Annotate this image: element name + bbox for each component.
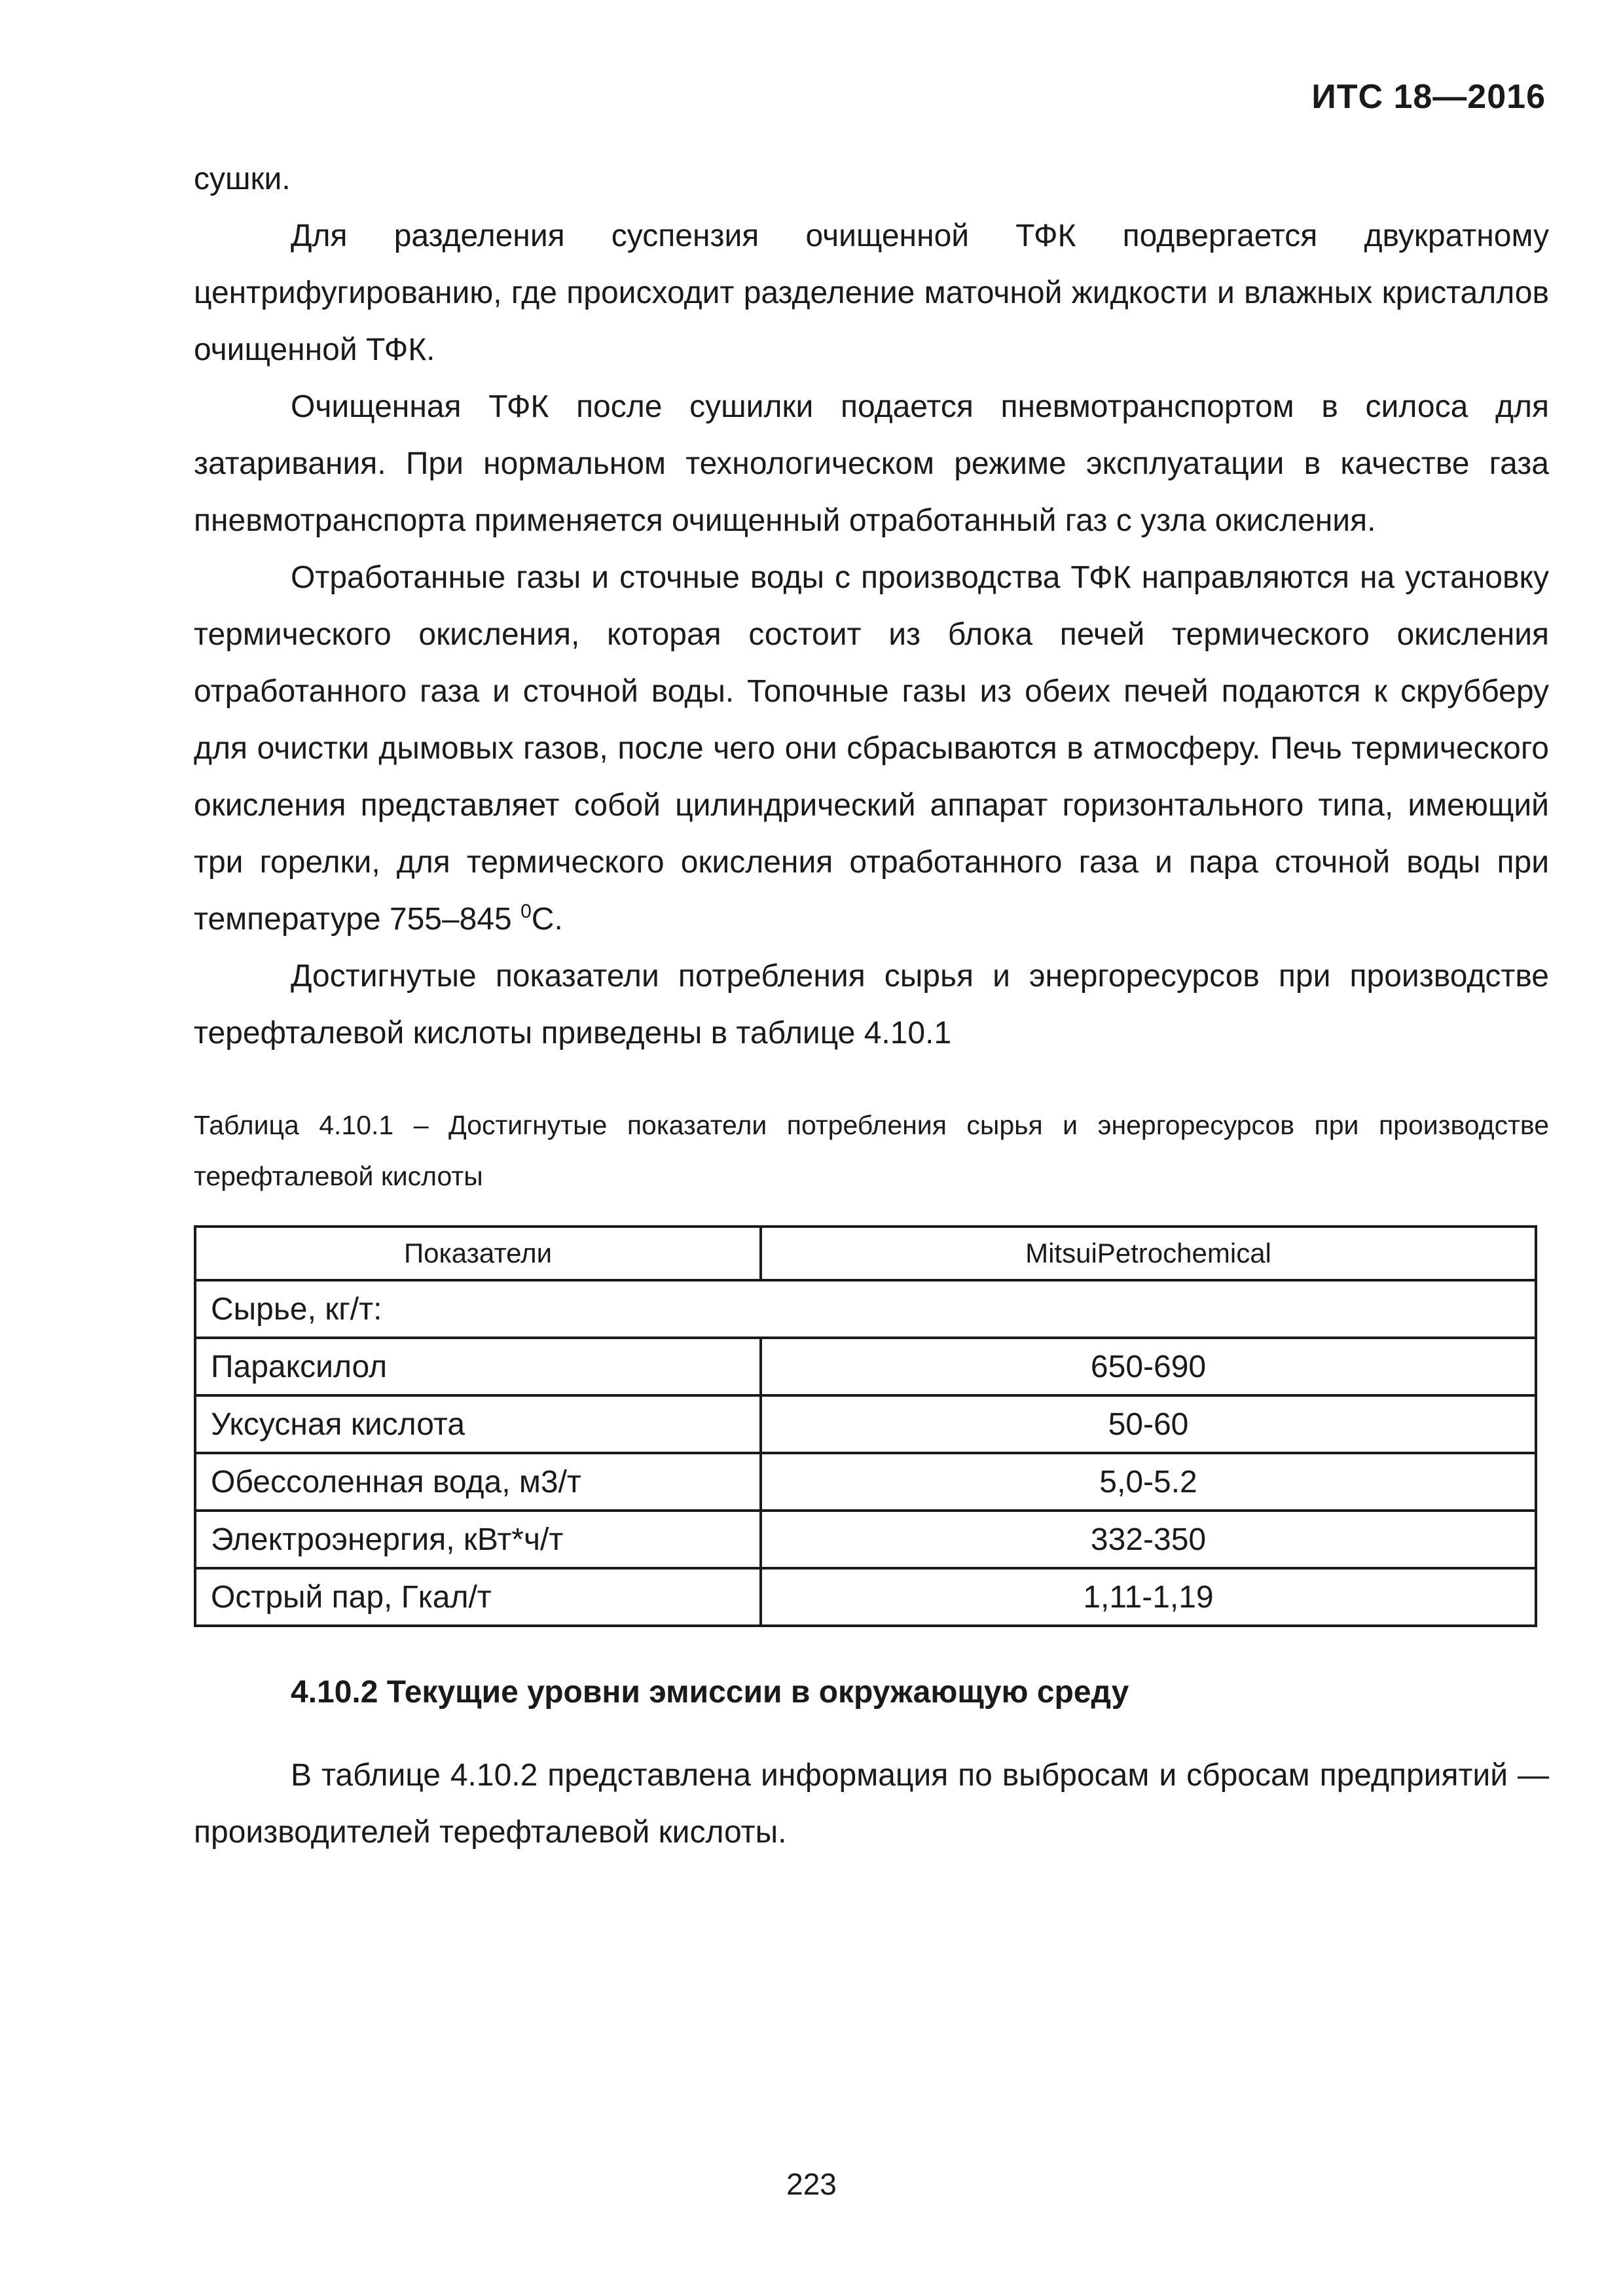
table-cell-value: 50-60 [761,1395,1536,1453]
table-header-company: MitsuiPetrochemical [761,1227,1536,1280]
degree-superscript: 0 [520,901,532,922]
page-content [194,151,1549,1861]
table-row [195,1568,1536,1626]
table-cell-indicator: Параксилол [195,1338,761,1395]
table-group-label: Сырье, кг/т: [195,1280,1536,1338]
paragraph-pneumatic-transport: Очищенная ТФК после сушилки подается пневмотранспортом в силоса для затаривания. При нормальном технологическом режиме эксплуатации в качестве газа пневмотранспорта применяется очищенный отработанный газ с узла окисления. [194,389,1549,538]
document-code-header: ИТС 18—2016 [1311,78,1546,116]
table-row [195,1511,1536,1568]
table-cell-value: 1,11-1,19 [761,1568,1536,1626]
page-number: 223 [786,2167,837,2201]
table-cell-indicator: Острый пар, Гкал/т [195,1568,761,1626]
section-heading: 4.10.2 Текущие уровни эмиссии в окружающую среду [291,1675,1129,1710]
table-row [195,1453,1536,1511]
table-header-indicators: Показатели [195,1227,761,1280]
table-group-row [195,1280,1536,1338]
paragraph-emissions-info: В таблице 4.10.2 представлена информация по выбросам и сбросам предприятий — производителей терефталевой кислоты. [194,1758,1549,1850]
consumption-table [194,1225,1537,1627]
table-cell-indicator: Электроэнергия, кВт*ч/т [195,1511,761,1568]
table-header-row [195,1227,1536,1280]
paragraph-centrifuging: Для разделения суспензия очищенной ТФК подвергается двукратному центрифугированию, где происходит разделение маточной жидкости и влажных кристаллов очищенной ТФК. [194,219,1549,367]
table-row [195,1338,1536,1395]
paragraph-thermal-oxidation [194,549,1549,948]
table-cell-indicator: Обессоленная вода, м3/т [195,1453,761,1511]
paragraph-achieved-indicators: Достигнутые показатели потребления сырья и энергоресурсов при производстве терефталевой кислоты приведены в таблице 4.10.1 [194,959,1549,1050]
paragraph-drying: сушки. [194,162,291,196]
table-cell-value: 5,0-5.2 [761,1453,1536,1511]
paragraph-thermal-oxidation-text: Отработанные газы и сточные воды с производства ТФК направляются на установку термического окисления, которая состоит из блока печей термического окисления отработанного газа и сточной воды. Топочные газы из обеих печей подаются к скрубберу для очистки дымовых газов, после чего они сбрасываются в атмосферу. Печь термического окисления представляет собой цилиндрический аппарат горизонтального типа, имеющий три горелки, для термического окисления отработанного газа и пара сточной воды при температуре 755–845 [194,560,1549,937]
table-row [195,1395,1536,1453]
table-cell-value: 332-350 [761,1511,1536,1568]
table-cell-indicator: Уксусная кислота [195,1395,761,1453]
table-cell-value: 650-690 [761,1338,1536,1395]
paragraph-thermal-oxidation-unit: С. [531,902,563,937]
table-caption: Таблица 4.10.1 – Достигнутые показатели потребления сырья и энергоресурсов при производстве терефталевой кислоты [194,1110,1549,1191]
